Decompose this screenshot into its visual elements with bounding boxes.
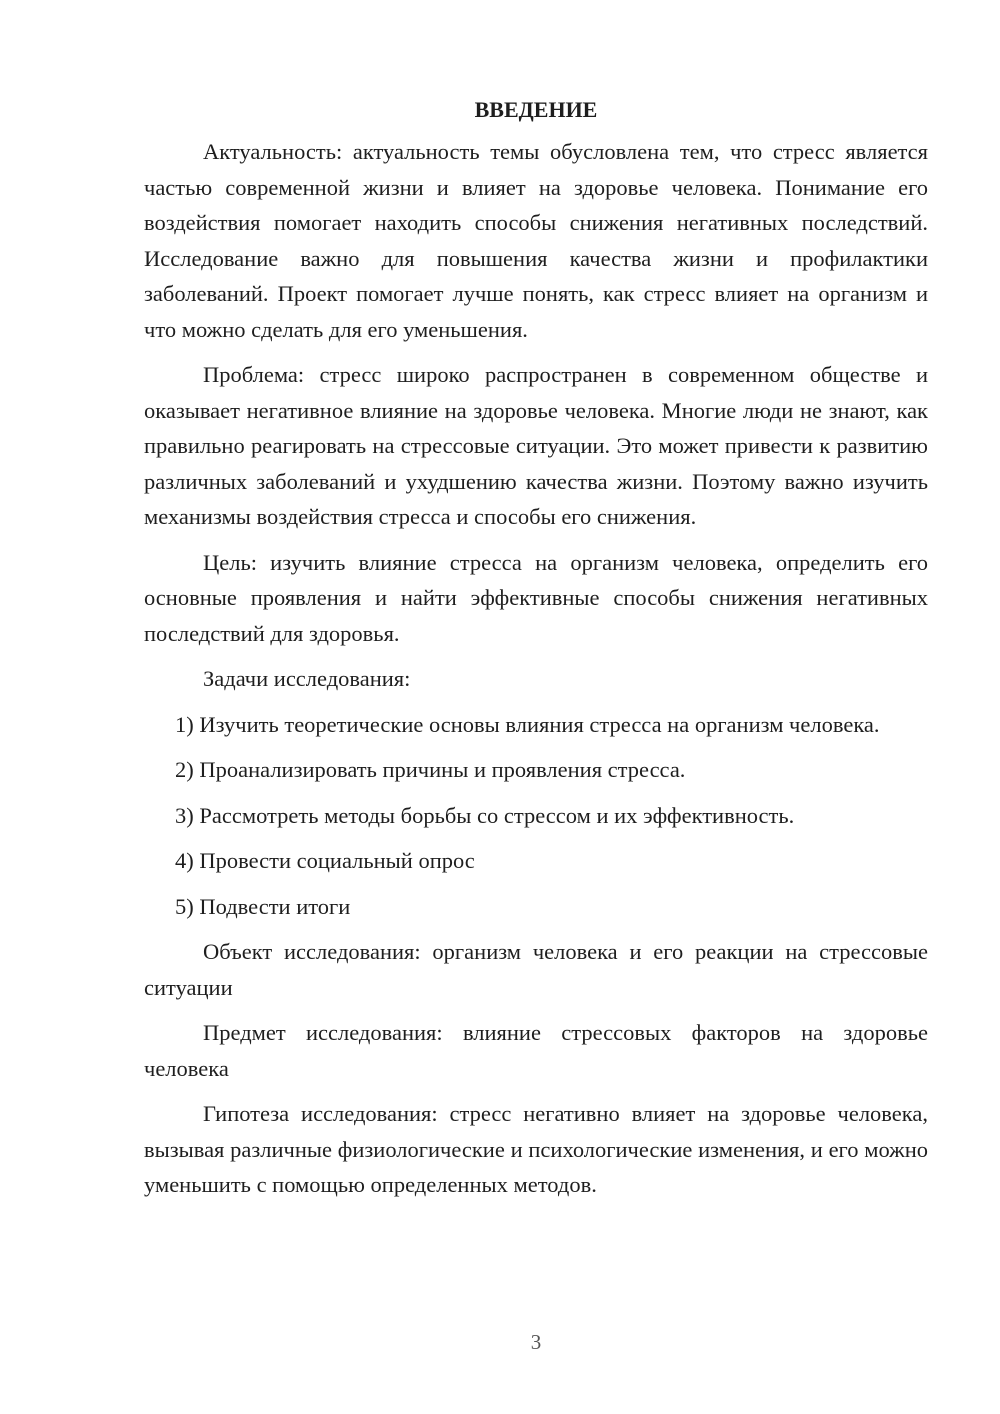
list-item: 3) Рассмотреть методы борьбы со стрессом и их эффективность. xyxy=(175,802,795,828)
list-item: 1) Изучить теоретические основы влияния стресса на организм человека. xyxy=(175,711,880,737)
tasks-list xyxy=(144,707,928,925)
list-item: 4) Провести социальный опрос xyxy=(175,848,475,873)
list-item: 5) Подвести итоги xyxy=(175,893,351,919)
hypothesis-paragraph: Гипотеза исследования: стресс негативно влияет на здоровье человека, вызывая различные физиологические и психологические изменения, и его можно уменьшить с помощью определенных методов. xyxy=(144,1101,928,1197)
goal-paragraph: Цель: изучить влияние стресса на организм человека, определить его основные проявления и найти эффективные способы снижения негативных последствий для здоровья. xyxy=(144,549,928,646)
page-number: 3 xyxy=(530,1330,542,1354)
document-page xyxy=(144,90,928,1203)
list-item: 2) Проанализировать причины и проявления стресса. xyxy=(175,757,686,782)
tasks-heading: Задачи исследования: xyxy=(203,666,411,691)
object-paragraph: Объект исследования: организм человека и его реакции на стрессовые ситуации xyxy=(144,939,928,1000)
relevance-paragraph: Актуальность: актуальность темы обусловлена тем, что стресс является частью современной жизни и влияет на здоровье человека. Понимание его воздействия помогает находить способы снижения негативных последствий. Исследование важно для повышения качества жизни и профилактики заболеваний. Проект помогает лучше понять, как стресс влияет на организм и что можно сделать для его уменьшения. xyxy=(144,139,928,342)
subject-paragraph: Предмет исследования: влияние стрессовых факторов на здоровье человека xyxy=(144,1020,928,1081)
page-title: ВВЕДЕНИЕ xyxy=(474,97,598,122)
problem-paragraph: Проблема: стресс широко распространен в современном обществе и оказывает негативное влияние на здоровье человека. Многие люди не знают, как правильно реагировать на стрессовые ситуации. Это может привести к развитию различных заболеваний и ухудшению качества жизни. Поэтому важно изучить механизмы воздействия стресса и способы его снижения. xyxy=(144,362,928,529)
